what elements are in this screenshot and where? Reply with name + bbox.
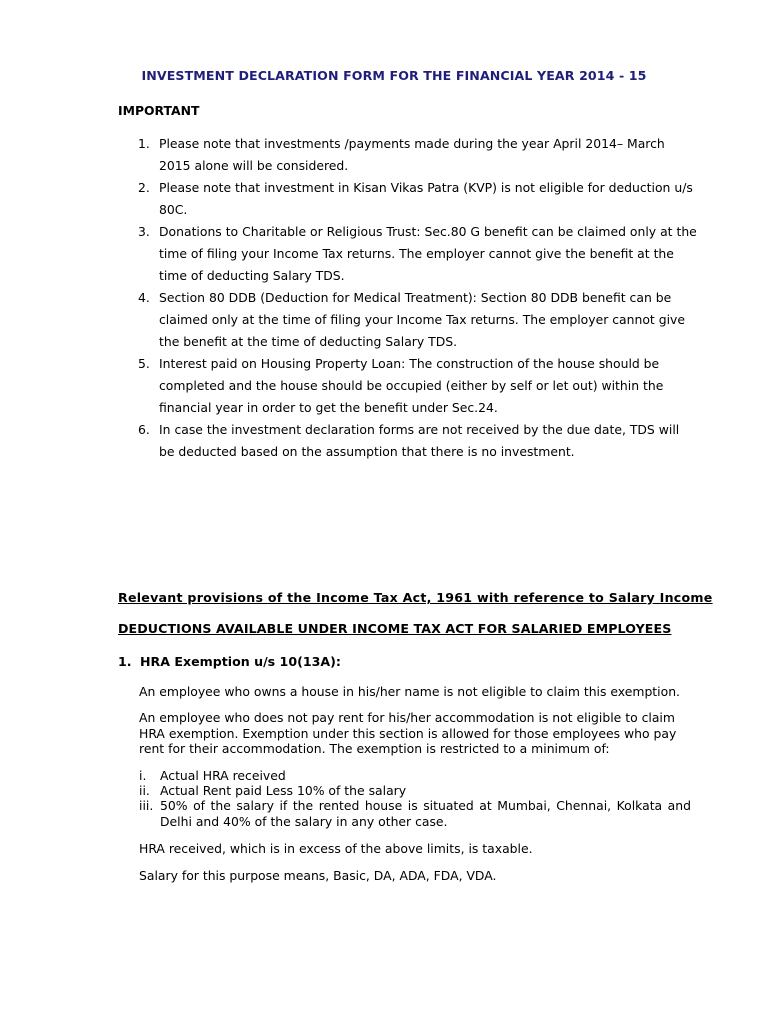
note-item	[138, 221, 698, 287]
note-text: Section 80 DDB (Deduction for Medical Treatment): Section 80 DDB benefit can be claimed only at the time of filing your Income Tax returns. The employer cannot give the benefit at the time of deducting Salary TDS.	[159, 290, 685, 349]
note-number: 4.	[138, 290, 150, 305]
limit-text: 50% of the salary if the rented house is situated at Mumbai, Chennai, Kolkata and Delhi and 40% of the salary in any other case.	[160, 798, 691, 829]
note-number: 6.	[138, 422, 150, 437]
limit-item	[139, 768, 691, 783]
important-notes-list	[138, 133, 698, 463]
hra-paragraph: HRA received, which is in excess of the above limits, is taxable.	[139, 841, 533, 857]
hra-paragraph: An employee who owns a house in his/her name is not eligible to claim this exemption.	[139, 684, 680, 699]
limit-item	[139, 783, 691, 798]
note-text: Please note that investment in Kisan Vikas Patra (KVP) is not eligible for deduction u/s 80C.	[159, 180, 693, 217]
note-number: 3.	[138, 224, 150, 239]
note-item	[138, 353, 698, 419]
note-number: 2.	[138, 180, 150, 195]
important-label: IMPORTANT	[118, 103, 200, 118]
note-item	[138, 177, 698, 221]
note-number: 1.	[138, 136, 150, 151]
limit-number: i.	[139, 767, 147, 783]
limit-number: ii.	[139, 783, 150, 799]
section-number: 1.	[118, 654, 132, 669]
note-text: Interest paid on Housing Property Loan: The construction of the house should be completed and the house should be occupied (either by self or let out) within the financial year in order to get the benefit under Sec.24.	[159, 356, 664, 415]
note-item	[138, 419, 698, 463]
deductions-heading: DEDUCTIONS AVAILABLE UNDER INCOME TAX ACT FOR SALARIED EMPLOYEES	[118, 621, 672, 636]
hra-section-heading	[118, 654, 341, 669]
section-title: HRA Exemption u/s 10(13A):	[140, 654, 341, 669]
form-title: INVESTMENT DECLARATION FORM FOR THE FINANCIAL YEAR 2014 - 15	[141, 68, 647, 83]
hra-limits-list	[139, 768, 691, 830]
note-text: In case the investment declaration forms are not received by the due date, TDS will be deducted based on the assumption that there is no investment.	[159, 422, 680, 459]
note-item	[138, 287, 698, 353]
hra-paragraph: Salary for this purpose means, Basic, DA, ADA, FDA, VDA.	[139, 867, 497, 883]
note-text: Please note that investments /payments made during the year April 2014– March 2015 alone will be considered.	[159, 136, 665, 173]
limit-text: Actual Rent paid Less 10% of the salary	[160, 783, 407, 799]
note-text: Donations to Charitable or Religious Trust: Sec.80 G benefit can be claimed only at the time of filing your Income Tax returns. The employer cannot give the benefit at the time of deducting Salary TDS.	[159, 224, 697, 283]
limit-item	[139, 798, 691, 829]
limit-number: iii.	[139, 798, 154, 814]
note-item	[138, 133, 698, 177]
hra-section-body	[139, 684, 691, 894]
relevant-provisions-heading: Relevant provisions of the Income Tax Act, 1961 with reference to Salary Income	[118, 590, 713, 605]
hra-paragraph: An employee who does not pay rent for his/her accommodation is not eligible to claim HRA exemption. Exemption under this section is allowed for those employees who pay rent for their accommodation. The exemption is restricted to a minimum of:	[139, 710, 677, 757]
limit-text: Actual HRA received	[160, 767, 286, 783]
note-number: 5.	[138, 356, 150, 371]
